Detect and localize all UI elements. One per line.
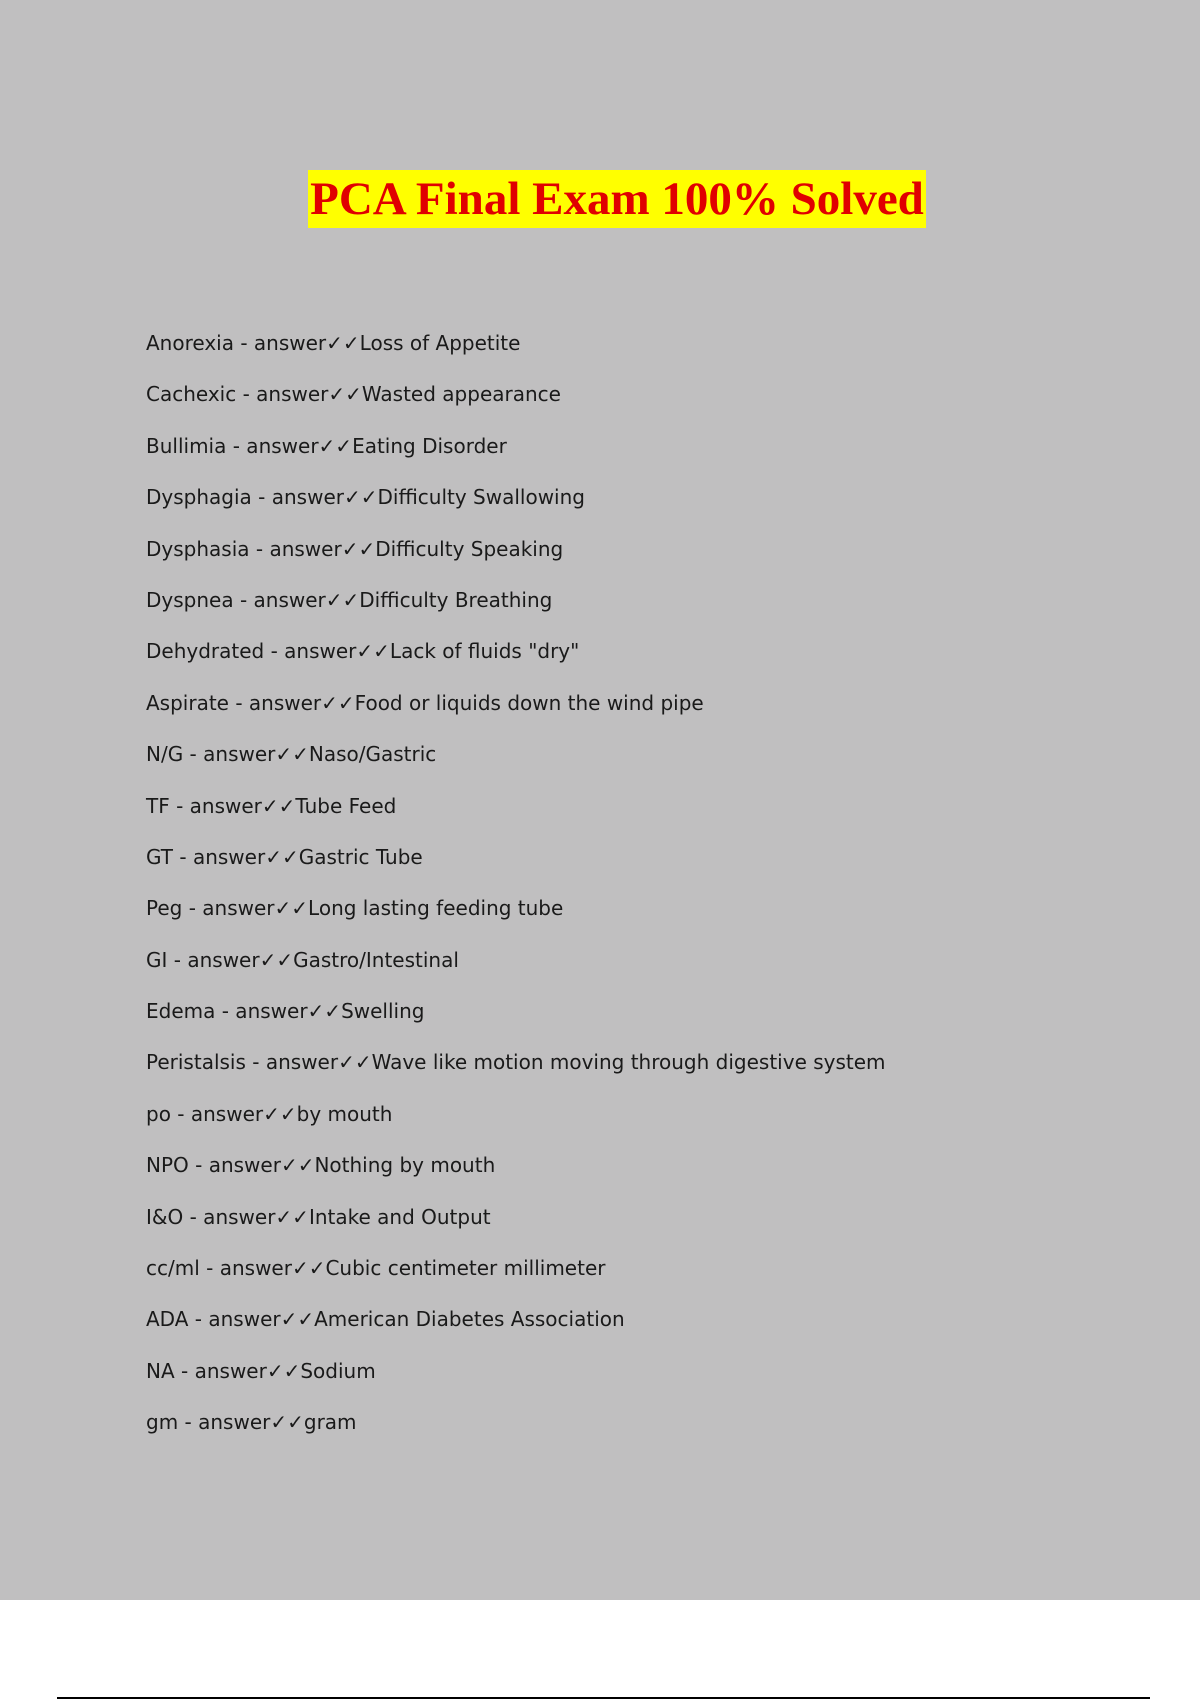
- answer-separator: - answer: [233, 331, 327, 355]
- answer-separator: - answer: [228, 690, 322, 715]
- answer-separator: - answer: [236, 382, 329, 407]
- bottom-divider: [57, 1697, 1150, 1699]
- answer-text: Long lasting feeding tube: [308, 896, 564, 921]
- term-text: gm: [146, 1410, 179, 1435]
- term-text: NA: [146, 1358, 175, 1383]
- answer-separator: - answer: [188, 1307, 281, 1332]
- answer-separator: - answer: [183, 742, 276, 767]
- answer-text: Eating Disorder: [352, 433, 507, 458]
- double-check-icon: ✓✓: [356, 639, 390, 664]
- double-check-icon: ✓✓: [261, 793, 296, 818]
- answer-text: Swelling: [341, 999, 425, 1024]
- answer-separator: - answer: [170, 1101, 264, 1126]
- term-text: NPO: [146, 1153, 189, 1178]
- double-check-icon: ✓✓: [270, 1410, 304, 1435]
- title-container: [0, 170, 1200, 228]
- list-item: [146, 791, 886, 842]
- answer-text: Naso/Gastric: [308, 742, 437, 767]
- term-text: I&O: [146, 1204, 184, 1229]
- answer-separator: - answer: [167, 947, 260, 972]
- term-text: Anorexia: [146, 331, 234, 355]
- term-text: Bullimia: [146, 433, 227, 458]
- term-text: Cachexic: [146, 382, 237, 407]
- answer-text: Difficulty Breathing: [359, 587, 553, 612]
- list-item: [146, 842, 886, 893]
- answer-text: Gastro/Intestinal: [293, 947, 459, 972]
- double-check-icon: ✓✓: [265, 844, 299, 869]
- term-text: ADA: [146, 1307, 189, 1332]
- answer-text: American Diabetes Association: [314, 1307, 625, 1332]
- answer-separator: - answer: [182, 896, 275, 921]
- answer-text: gram: [303, 1410, 357, 1435]
- qa-list: [146, 328, 886, 1459]
- double-check-icon: ✓✓: [266, 1358, 301, 1383]
- answer-separator: - answer: [188, 1153, 281, 1178]
- double-check-icon: ✓✓: [341, 536, 376, 561]
- term-text: GT: [146, 844, 174, 869]
- term-text: Peristalsis: [146, 1050, 246, 1075]
- answer-separator: - answer: [199, 1256, 292, 1281]
- double-check-icon: ✓✓: [318, 433, 353, 458]
- list-item: [146, 1047, 886, 1098]
- list-item: [146, 431, 886, 482]
- list-item: [146, 893, 886, 944]
- double-check-icon: ✓✓: [328, 382, 362, 407]
- list-item: [146, 1253, 886, 1304]
- answer-text: Cubic centimeter millimeter: [325, 1256, 606, 1281]
- answer-separator: - answer: [178, 1410, 271, 1435]
- list-item: [146, 688, 886, 739]
- list-item: [146, 1150, 886, 1201]
- answer-text: Lack of fluids "dry": [389, 639, 580, 664]
- term-text: Dyspnea: [146, 587, 234, 612]
- answer-text: Intake and Output: [308, 1204, 491, 1229]
- list-item: [146, 1407, 886, 1458]
- answer-text: Gastric Tube: [298, 844, 423, 869]
- double-check-icon: ✓✓: [325, 587, 360, 612]
- term-text: Dehydrated: [146, 639, 265, 664]
- answer-separator: - answer: [245, 1050, 339, 1075]
- list-item: [146, 482, 886, 533]
- list-item: [146, 739, 886, 790]
- term-text: cc/ml: [146, 1256, 200, 1281]
- double-check-icon: ✓✓: [326, 331, 360, 355]
- list-item: [146, 585, 886, 636]
- answer-separator: - answer: [215, 999, 308, 1024]
- answer-text: Nothing by mouth: [314, 1153, 496, 1178]
- answer-text: Loss of Appetite: [359, 331, 521, 355]
- answer-text: Difficulty Swallowing: [377, 485, 585, 510]
- list-item: [146, 379, 886, 430]
- double-check-icon: ✓✓: [263, 1101, 297, 1126]
- answer-text: by mouth: [296, 1101, 393, 1126]
- list-item: [146, 945, 886, 996]
- list-item: [146, 328, 886, 379]
- list-item: [146, 996, 886, 1047]
- answer-separator: - answer: [233, 587, 326, 612]
- double-check-icon: ✓✓: [275, 742, 309, 767]
- double-check-icon: ✓✓: [338, 1050, 372, 1075]
- answer-text: Tube Feed: [295, 793, 397, 818]
- term-text: GI: [146, 947, 168, 972]
- list-item: [146, 1356, 886, 1407]
- answer-separator: - answer: [264, 639, 357, 664]
- answer-text: Wave like motion moving through digestive system: [371, 1050, 886, 1075]
- double-check-icon: ✓✓: [275, 1204, 309, 1229]
- term-text: Dysphagia: [146, 485, 252, 510]
- answer-separator: - answer: [226, 433, 319, 458]
- list-item: [146, 636, 886, 687]
- double-check-icon: ✓✓: [291, 1256, 326, 1281]
- list-item: [146, 1304, 886, 1355]
- term-text: Aspirate: [146, 690, 229, 715]
- answer-separator: - answer: [183, 1204, 276, 1229]
- double-check-icon: ✓✓: [280, 1307, 315, 1332]
- term-text: Edema: [146, 999, 216, 1024]
- list-item: [146, 1202, 886, 1253]
- answer-separator: - answer: [251, 485, 344, 510]
- term-text: N/G: [146, 742, 184, 767]
- answer-text: Sodium: [300, 1358, 376, 1383]
- double-check-icon: ✓✓: [307, 999, 342, 1024]
- answer-separator: - answer: [249, 536, 342, 561]
- answer-separator: - answer: [173, 844, 266, 869]
- double-check-icon: ✓✓: [343, 485, 378, 510]
- list-item: [146, 534, 886, 585]
- answer-text: Wasted appearance: [361, 382, 561, 407]
- answer-separator: - answer: [174, 1358, 267, 1383]
- double-check-icon: ✓✓: [274, 896, 309, 921]
- term-text: TF: [146, 793, 170, 818]
- double-check-icon: ✓✓: [321, 690, 355, 715]
- list-item: [146, 1099, 886, 1150]
- term-text: Dysphasia: [146, 536, 250, 561]
- answer-separator: - answer: [169, 793, 262, 818]
- term-text: po: [146, 1101, 171, 1126]
- term-text: Peg: [146, 896, 183, 921]
- answer-text: Food or liquids down the wind pipe: [354, 690, 704, 715]
- page-title: PCA Final Exam 100% Solved: [308, 170, 926, 228]
- double-check-icon: ✓✓: [280, 1153, 315, 1178]
- answer-text: Difficulty Speaking: [375, 536, 564, 561]
- double-check-icon: ✓✓: [259, 947, 294, 972]
